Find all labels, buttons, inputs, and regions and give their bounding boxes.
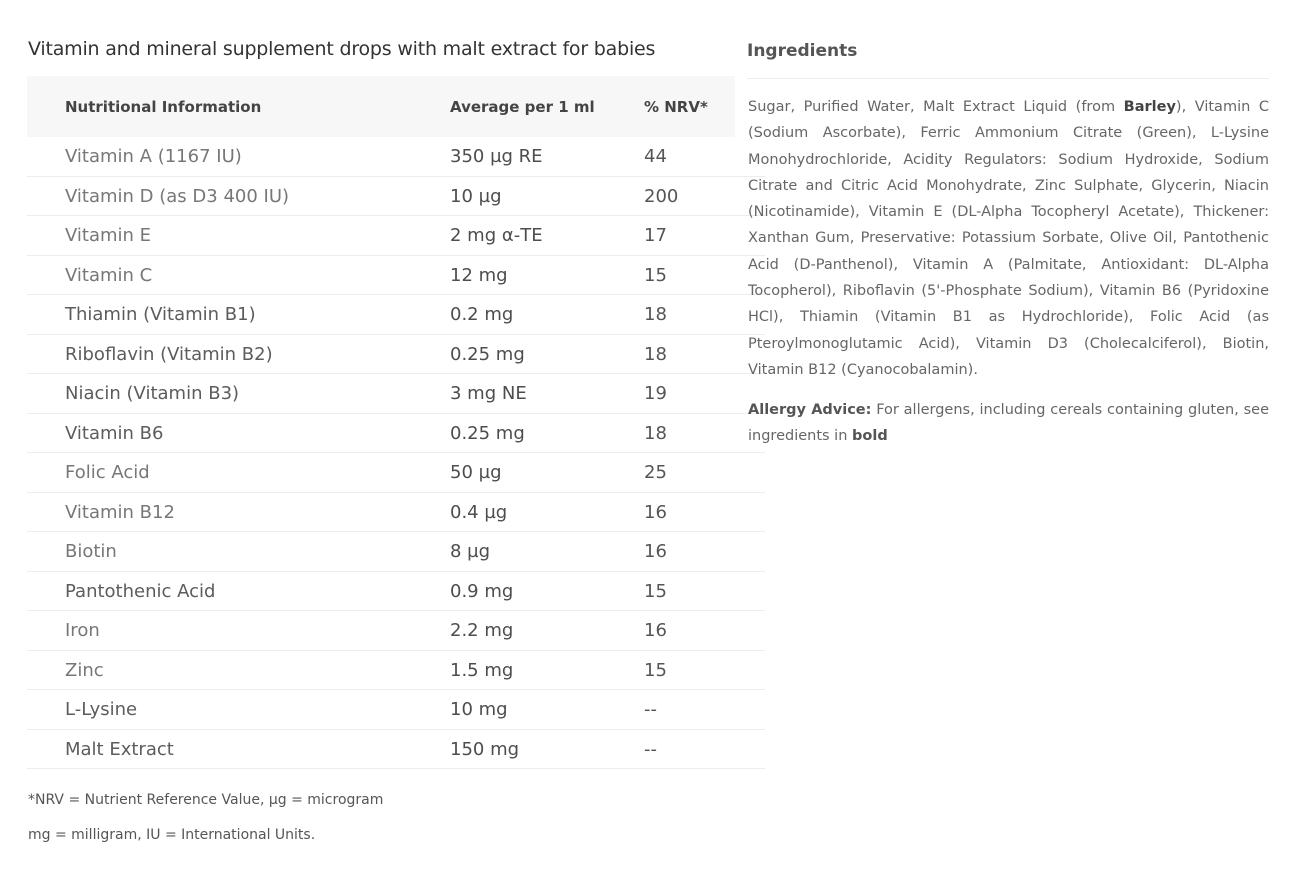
ingredients-text-part1: Sugar, Purified Water, Malt Extract Liquid (from [748,99,1124,115]
ingredients-allergen-barley: Barley [1123,99,1176,115]
amount-per-ml: 12 mg [450,264,508,286]
table-row [27,335,765,375]
nutrient-name: Vitamin B12 [65,501,175,523]
ingredients-divider [747,78,1269,79]
amount-per-ml: 0.25 mg [450,343,525,365]
nrv-percent: 44 [644,146,667,167]
nrv-percent: 19 [644,383,667,404]
table-row [27,493,765,533]
amount-per-ml: 150 mg [450,738,520,760]
amount-per-ml: 10 µg [450,185,502,207]
nutrient-name: Iron [65,620,100,641]
table-row [27,374,765,414]
table-row [27,137,765,177]
table-row [27,256,765,296]
page-title: Vitamin and mineral supplement drops with malt extract for babies [28,38,656,60]
nrv-percent: 18 [644,304,667,325]
nutrient-name: Folic Acid [65,462,150,483]
table-body [27,137,765,769]
table-row [27,414,765,454]
table-row [27,651,765,691]
amount-per-ml: 8 µg [450,541,491,562]
amount-per-ml: 1.5 mg [450,659,514,681]
ingredients-text [748,94,1269,383]
nutrient-name: Niacin (Vitamin B3) [65,383,240,404]
nutrient-name: Malt Extract [65,738,174,760]
amount-per-ml: 0.25 mg [450,422,525,444]
allergy-advice-bold-word: bold [852,428,888,445]
amount-per-ml: 0.4 µg [450,501,508,523]
nutrient-name: Vitamin B6 [65,422,164,444]
nrv-percent: -- [644,738,657,760]
table-row [27,453,765,493]
table-row [27,532,765,572]
amount-per-ml: 0.9 mg [450,580,514,602]
allergy-advice-label: Allergy Advice: [748,402,872,418]
nrv-percent: 18 [644,343,667,365]
amount-per-ml: 2 mg α-TE [450,225,543,246]
table-row [27,730,765,770]
nutrient-name: L-Lysine [65,699,138,720]
nutrient-name: Vitamin A (1167 IU) [65,146,242,167]
table-row [27,690,765,730]
header-average-per-ml: Average per 1 ml [450,98,595,116]
table-row [27,216,765,256]
nrv-percent: 17 [644,225,667,246]
amount-per-ml: 2.2 mg [450,620,514,641]
nrv-percent: 15 [644,580,667,602]
table-row [27,572,765,612]
nrv-percent: 16 [644,541,667,562]
nutrient-name: Pantothenic Acid [65,580,216,602]
nrv-percent: -- [644,699,657,720]
footnote-units: mg = milligram, IU = International Units. [28,827,316,843]
amount-per-ml: 50 µg [450,462,502,483]
header-nutritional-information: Nutritional Information [65,98,262,116]
nutrient-name: Biotin [65,541,117,562]
ingredients-text-part2: ), Vitamin C (Sodium Ascorbate), Ferric Ammonium Citrate (Green), L-Lysine Monohydrochloride, Acidity Regulators: Sodium Hydroxide, Sodium Citrate and Citric Acid Monohydrate, Zinc Sulphate, Glycerin, Niacin (Nicotinamide), Vitamin E (DL-Alpha Tocopheryl Acetate), Thickener: Xanthan Gum, Preservative: Potassium Sorbate, Olive Oil, Pantothenic Acid (D-Panthenol), Vitamin A (Palmitate, Antioxidant: DL-Alpha Tocopherol), Riboflavin (5'-Phosphate Sodium), Vitamin B6 (Pyridoxine HCl), Thiamin (Vitamin B1 as Hydrochloride), Folic Acid (as Pteroylmonoglutamic Acid), Vitamin D3 (Cholecalciferol), Biotin, Vitamin B12 (Cyanocobalamin). [748,99,1269,378]
nutrient-name: Vitamin C [65,264,153,286]
table-row [27,177,765,217]
header-nrv: % NRV* [644,98,708,116]
footnote-nrv: *NRV = Nutrient Reference Value, µg = microgram [28,792,384,808]
amount-per-ml: 0.2 mg [450,304,514,325]
nrv-percent: 18 [644,422,667,444]
nutrient-name: Riboflavin (Vitamin B2) [65,343,273,365]
nrv-percent: 25 [644,462,667,483]
table-row [27,611,765,651]
amount-per-ml: 10 mg [450,699,508,720]
nutrient-name: Zinc [65,659,104,681]
nutrient-name: Vitamin E [65,225,152,246]
allergy-advice [748,397,1269,450]
nutrient-name: Thiamin (Vitamin B1) [65,304,256,325]
amount-per-ml: 3 mg NE [450,383,527,404]
footnotes [28,792,383,862]
nrv-percent: 16 [644,620,667,641]
table-header [27,76,735,137]
amount-per-ml: 350 µg RE [450,146,543,167]
nrv-percent: 15 [644,659,667,681]
nutrient-name: Vitamin D (as D3 400 IU) [65,185,290,207]
nrv-percent: 15 [644,264,667,286]
table-row [27,295,765,335]
allergy-advice-text: For allergens, including cereals containing gluten, see ingredients in [748,402,1270,445]
nrv-percent: 200 [644,185,679,207]
ingredients-title: Ingredients [747,41,858,61]
nutrition-table [27,76,765,769]
nrv-percent: 16 [644,501,667,523]
